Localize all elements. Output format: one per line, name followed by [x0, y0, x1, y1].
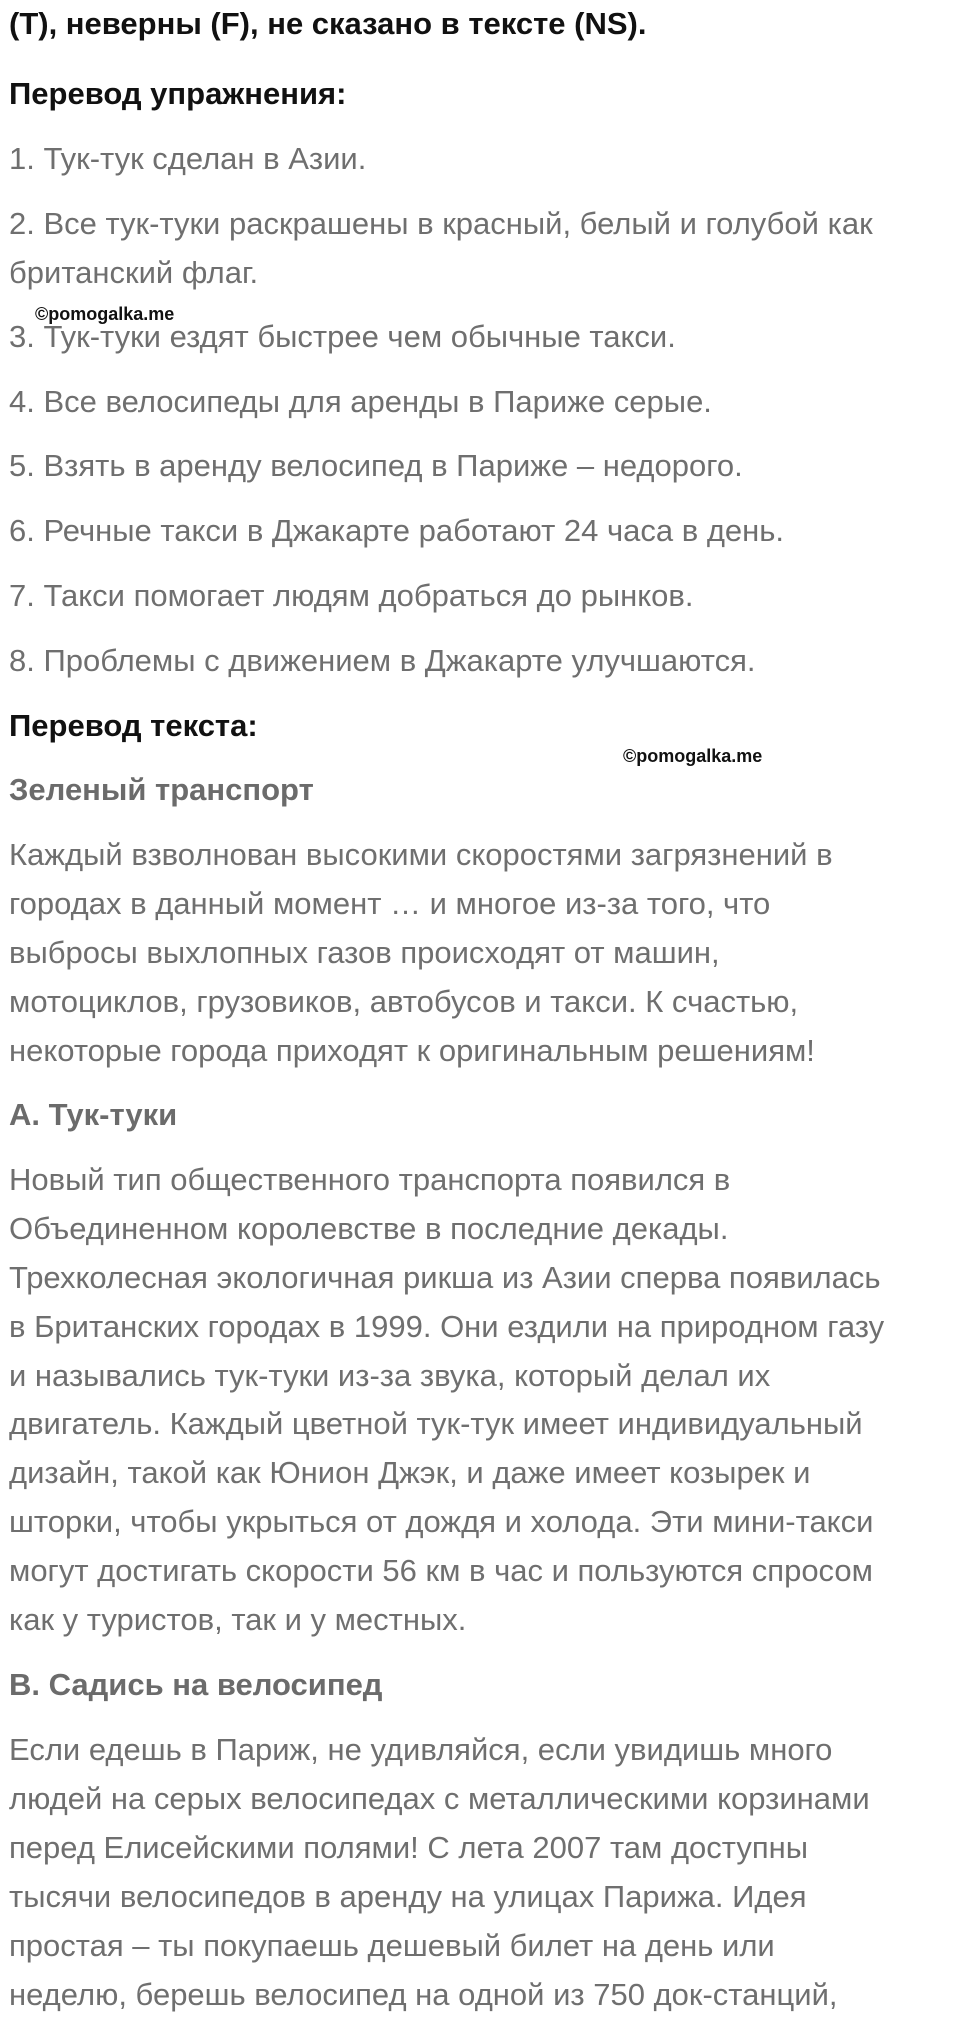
watermark: ©pomogalka.me	[623, 746, 763, 766]
intro-line-4: мотоциклов, грузовиков, автобусов и такси. К счастью,	[9, 984, 799, 1019]
section-a-line-4: в Британских городах в 1999. Они ездили на природном газу	[9, 1309, 885, 1344]
section-b-line-2: людей на серых велосипедах с металлическими корзинами	[9, 1781, 870, 1816]
section-b-line-6: неделю, берешь велосипед на одной из 750 док-станций,	[9, 1977, 838, 2012]
section-a-line-1: Новый тип общественного транспорта появился в	[9, 1162, 731, 1197]
section-b-line-1: Если едешь в Париж, не удивляйся, если увидишь много	[9, 1732, 833, 1767]
intro-line-5: некоторые города приходят к оригинальным решениям!	[9, 1033, 815, 1068]
section-b-line-3: перед Елисейскими полями! С лета 2007 там доступны	[9, 1830, 809, 1865]
section-a-line-6: двигатель. Каждый цветной тук-тук имеет индивидуальный	[9, 1406, 863, 1441]
exercise-item-8: 8. Проблемы с движением в Джакарте улучшаются.	[9, 643, 756, 678]
article-title: Зеленый транспорт	[9, 772, 314, 807]
section-b-title: B. Садись на велосипед	[9, 1667, 383, 1702]
section-a-line-3: Трехколесная экологичная рикша из Азии сперва появилась	[9, 1260, 881, 1295]
intro-line-3: выбросы выхлопных газов происходят от машин,	[9, 935, 720, 970]
exercise-item-1: 1. Тук-тук сделан в Азии.	[9, 141, 367, 176]
task-instruction-line: (T), неверны (F), не сказано в тексте (NS).	[9, 6, 647, 41]
exercise-item-7: 7. Такси помогает людям добраться до рынков.	[9, 578, 694, 613]
text-translation-heading: Перевод текста:	[9, 708, 258, 743]
watermark: ©pomogalka.me	[35, 304, 175, 324]
section-b-line-5: простая – ты покупаешь дешевый билет на день или	[9, 1928, 775, 1963]
exercise-item-2-continued: британский флаг.	[9, 255, 259, 290]
exercise-item-4: 4. Все велосипеды для аренды в Париже серые.	[9, 384, 712, 419]
exercise-item-3: 3. Тук-туки ездят быстрее чем обычные такси.	[9, 319, 676, 354]
section-a-line-7: дизайн, такой как Юнион Джэк, и даже имеет козырек и	[9, 1455, 811, 1490]
intro-line-1: Каждый взволнован высокими скоростями загрязнений в	[9, 837, 833, 872]
section-a-line-5: и назывались тук-туки из-за звука, который делал их	[9, 1358, 771, 1393]
intro-line-2: городах в данный момент … и многое из-за того, что	[9, 886, 771, 921]
section-a-title: A. Тук-туки	[9, 1097, 178, 1132]
section-a-line-2: Объединенном королевстве в последние декады.	[9, 1211, 729, 1246]
exercise-item-2: 2. Все тук-туки раскрашены в красный, белый и голубой как	[9, 206, 873, 241]
section-a-line-10: как у туристов, так и у местных.	[9, 1602, 467, 1637]
exercise-item-6: 6. Речные такси в Джакарте работают 24 часа в день.	[9, 513, 785, 548]
exercise-translation-heading: Перевод упражнения:	[9, 76, 347, 111]
section-b-line-4: тысячи велосипедов в аренду на улицах Парижа. Идея	[9, 1879, 807, 1914]
section-a-line-9: могут достигать скорости 56 км в час и пользуются спросом	[9, 1553, 873, 1588]
exercise-item-5: 5. Взять в аренду велосипед в Париже – недорого.	[9, 448, 743, 483]
section-a-line-8: шторки, чтобы укрыться от дождя и холода. Эти мини-такси	[9, 1504, 874, 1539]
